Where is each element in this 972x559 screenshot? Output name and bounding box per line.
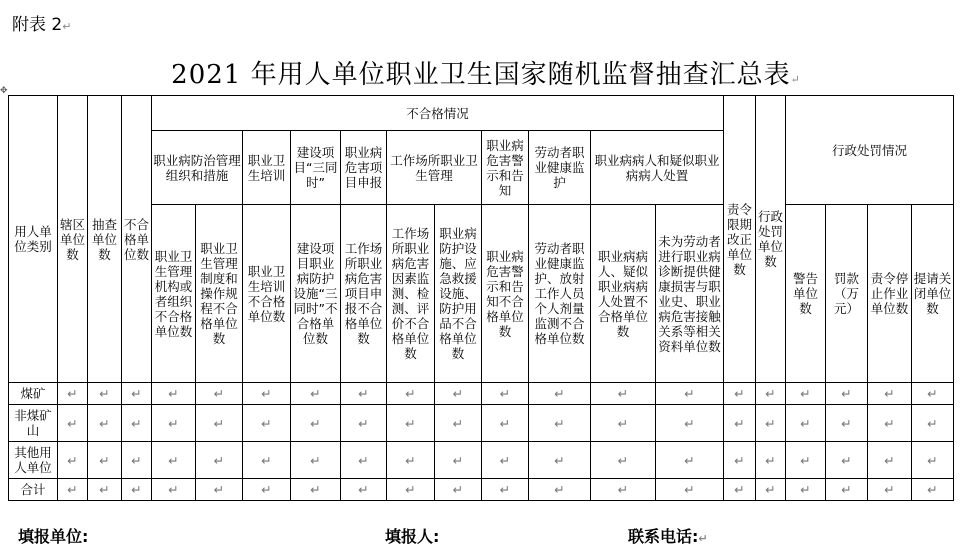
data-cell[interactable]: ↵ <box>243 405 291 442</box>
data-cell[interactable]: ↵ <box>243 442 291 479</box>
data-cell[interactable]: ↵ <box>482 442 529 479</box>
data-cell[interactable]: ↵ <box>122 383 152 405</box>
data-cell[interactable]: ↵ <box>482 405 529 442</box>
summary-table <box>8 95 954 501</box>
data-cell[interactable]: ↵ <box>88 383 122 405</box>
data-cell[interactable]: ↵ <box>341 442 387 479</box>
sub-hazard-report-fail: 工作场所职业病危害项目申报不合格单位数 <box>341 205 387 383</box>
group-warning: 职业病危害警示和告知 <box>482 131 529 205</box>
page-title: 2021 年用人单位职业卫生国家随机监督抽查汇总表↵ <box>171 60 801 90</box>
data-cell[interactable]: ↵ <box>656 383 724 405</box>
data-cell[interactable]: ↵ <box>529 405 591 442</box>
data-cell[interactable]: ↵ <box>152 479 196 501</box>
data-cell[interactable]: ↵ <box>88 479 122 501</box>
table-row <box>9 383 954 405</box>
group-mgmt: 职业病防治管理组织和措施 <box>152 131 243 205</box>
data-cell[interactable]: ↵ <box>291 383 341 405</box>
data-cell[interactable]: ↵ <box>196 442 243 479</box>
data-cell[interactable]: ↵ <box>826 405 868 442</box>
data-cell[interactable]: ↵ <box>912 383 954 405</box>
data-cell[interactable]: ↵ <box>341 479 387 501</box>
data-cell[interactable]: ↵ <box>826 442 868 479</box>
data-cell[interactable]: ↵ <box>341 383 387 405</box>
data-cell[interactable]: ↵ <box>656 405 724 442</box>
row-label: 其他用人单位 <box>9 442 58 479</box>
sub-health-fail: 劳动者职业健康监护、放射工作人员个人剂量监测不合格单位数 <box>529 205 591 383</box>
header-noncompliance-situation: 不合格情况 <box>152 96 724 131</box>
data-cell[interactable]: ↵ <box>912 442 954 479</box>
data-cell[interactable]: ↵ <box>387 405 435 442</box>
table-move-handle-icon[interactable]: ✥ <box>0 86 8 96</box>
data-cell[interactable]: ↵ <box>786 442 826 479</box>
data-cell[interactable]: ↵ <box>387 479 435 501</box>
data-cell[interactable]: ↵ <box>786 479 826 501</box>
sub-fine: 罚款（万元） <box>826 205 868 383</box>
data-cell[interactable]: ↵ <box>591 383 656 405</box>
sub-patients-no-diag: 未为劳动者进行职业病诊断提供健康损害与职业史、职业病危害接触关系等相关资料单位数 <box>656 205 724 383</box>
data-cell[interactable]: ↵ <box>724 405 756 442</box>
data-cell[interactable]: ↵ <box>912 479 954 501</box>
data-cell[interactable]: ↵ <box>482 383 529 405</box>
sub-close: 提请关闭单位数 <box>912 205 954 383</box>
data-cell[interactable]: ↵ <box>529 442 591 479</box>
data-cell[interactable]: ↵ <box>826 383 868 405</box>
sub-suspend: 责令停止作业单位数 <box>868 205 912 383</box>
data-cell[interactable]: ↵ <box>756 442 786 479</box>
data-cell[interactable]: ↵ <box>591 442 656 479</box>
data-cell[interactable]: ↵ <box>868 405 912 442</box>
data-cell[interactable]: ↵ <box>122 442 152 479</box>
header-rectify-units: 责令限期改正单位数 <box>724 96 756 383</box>
row-label: 煤矿 <box>9 383 58 405</box>
data-cell[interactable]: ↵ <box>786 405 826 442</box>
data-cell[interactable]: ↵ <box>387 383 435 405</box>
data-cell[interactable]: ↵ <box>756 479 786 501</box>
data-cell[interactable]: ↵ <box>756 383 786 405</box>
sub-mgmt-system: 职业卫生管理制度和操作规程不合格单位数 <box>196 205 243 383</box>
data-cell[interactable]: ↵ <box>912 405 954 442</box>
data-cell[interactable]: ↵ <box>152 383 196 405</box>
data-cell[interactable]: ↵ <box>529 383 591 405</box>
data-cell[interactable]: ↵ <box>724 442 756 479</box>
data-cell[interactable]: ↵ <box>786 383 826 405</box>
sub-warn-units: 警告单位数 <box>786 205 826 383</box>
data-cell[interactable]: ↵ <box>724 383 756 405</box>
data-cell[interactable]: ↵ <box>591 405 656 442</box>
header-category: 用人单位类别 <box>9 96 58 383</box>
sub-three-simul-fail: 建设项目职业病防护设施“三同时”不合格单位数 <box>291 205 341 383</box>
appendix-label: 附表 2↵ <box>12 15 72 35</box>
group-three-simul: 建设项目“三同时” <box>291 131 341 205</box>
data-cell[interactable]: ↵ <box>435 479 482 501</box>
data-cell[interactable]: ↵ <box>196 383 243 405</box>
data-cell[interactable]: ↵ <box>58 383 88 405</box>
table-row <box>9 442 954 479</box>
data-cell[interactable]: ↵ <box>196 479 243 501</box>
table-row <box>9 479 954 501</box>
header-penalty-units: 行政处罚单位数 <box>756 96 786 383</box>
sub-training-fail: 职业卫生培训不合格单位数 <box>243 205 291 383</box>
data-cell[interactable]: ↵ <box>122 405 152 442</box>
group-health-monitor: 劳动者职业健康监护 <box>529 131 591 205</box>
data-cell[interactable]: ↵ <box>868 442 912 479</box>
data-cell[interactable]: ↵ <box>387 442 435 479</box>
data-cell[interactable]: ↵ <box>868 479 912 501</box>
data-cell[interactable]: ↵ <box>529 479 591 501</box>
table-row <box>9 405 954 442</box>
data-cell[interactable]: ↵ <box>435 405 482 442</box>
footer-phone: 联系电话:↵ <box>628 527 708 546</box>
data-cell[interactable]: ↵ <box>482 479 529 501</box>
sub-mgmt-org: 职业卫生管理机构或者组织不合格单位数 <box>152 205 196 383</box>
data-cell[interactable]: ↵ <box>591 479 656 501</box>
data-cell[interactable]: ↵ <box>291 442 341 479</box>
data-cell[interactable]: ↵ <box>243 383 291 405</box>
data-cell[interactable]: ↵ <box>868 383 912 405</box>
sub-workplace-protect: 职业病防护设施、应急救援设施、防护用品不合格单位数 <box>435 205 482 383</box>
sub-patients-fail: 职业病病人、疑似职业病病人处置不合格单位数 <box>591 205 656 383</box>
data-cell[interactable]: ↵ <box>435 383 482 405</box>
data-cell[interactable]: ↵ <box>58 442 88 479</box>
header-district-units: 辖区单位数 <box>58 96 88 383</box>
data-cell[interactable]: ↵ <box>88 442 122 479</box>
header-penalty-situation: 行政处罚情况 <box>786 96 954 205</box>
data-cell[interactable]: ↵ <box>152 405 196 442</box>
group-training: 职业卫生培训 <box>243 131 291 205</box>
data-cell[interactable]: ↵ <box>58 405 88 442</box>
row-label: 合计 <box>9 479 58 501</box>
header-noncompliant-units: 不合格单位数 <box>122 96 152 383</box>
row-label: 非煤矿山 <box>9 405 58 442</box>
data-cell[interactable]: ↵ <box>656 479 724 501</box>
data-cell[interactable]: ↵ <box>152 442 196 479</box>
data-cell[interactable]: ↵ <box>291 479 341 501</box>
footer-unit: 填报单位: <box>18 527 89 546</box>
data-cell[interactable]: ↵ <box>196 405 243 442</box>
sub-workplace-monitor: 工作场所职业病危害因素监测、检测、评价不合格单位数 <box>387 205 435 383</box>
data-cell[interactable]: ↵ <box>724 479 756 501</box>
data-cell[interactable]: ↵ <box>88 405 122 442</box>
data-cell[interactable]: ↵ <box>243 479 291 501</box>
footer-person: 填报人: <box>385 527 440 546</box>
data-cell[interactable]: ↵ <box>122 479 152 501</box>
header-sampled-units: 抽查单位数 <box>88 96 122 383</box>
data-cell[interactable]: ↵ <box>826 479 868 501</box>
data-cell[interactable]: ↵ <box>435 442 482 479</box>
group-patients: 职业病病人和疑似职业病病人处置 <box>591 131 724 205</box>
group-hazard-report: 职业病危害项目申报 <box>341 131 387 205</box>
data-cell[interactable]: ↵ <box>291 405 341 442</box>
sub-warning-fail: 职业病危害警示和告知不合格单位数 <box>482 205 529 383</box>
data-cell[interactable]: ↵ <box>756 405 786 442</box>
data-cell[interactable]: ↵ <box>656 442 724 479</box>
data-cell[interactable]: ↵ <box>58 479 88 501</box>
data-cell[interactable]: ↵ <box>341 405 387 442</box>
group-workplace: 工作场所职业卫生管理 <box>387 131 482 205</box>
